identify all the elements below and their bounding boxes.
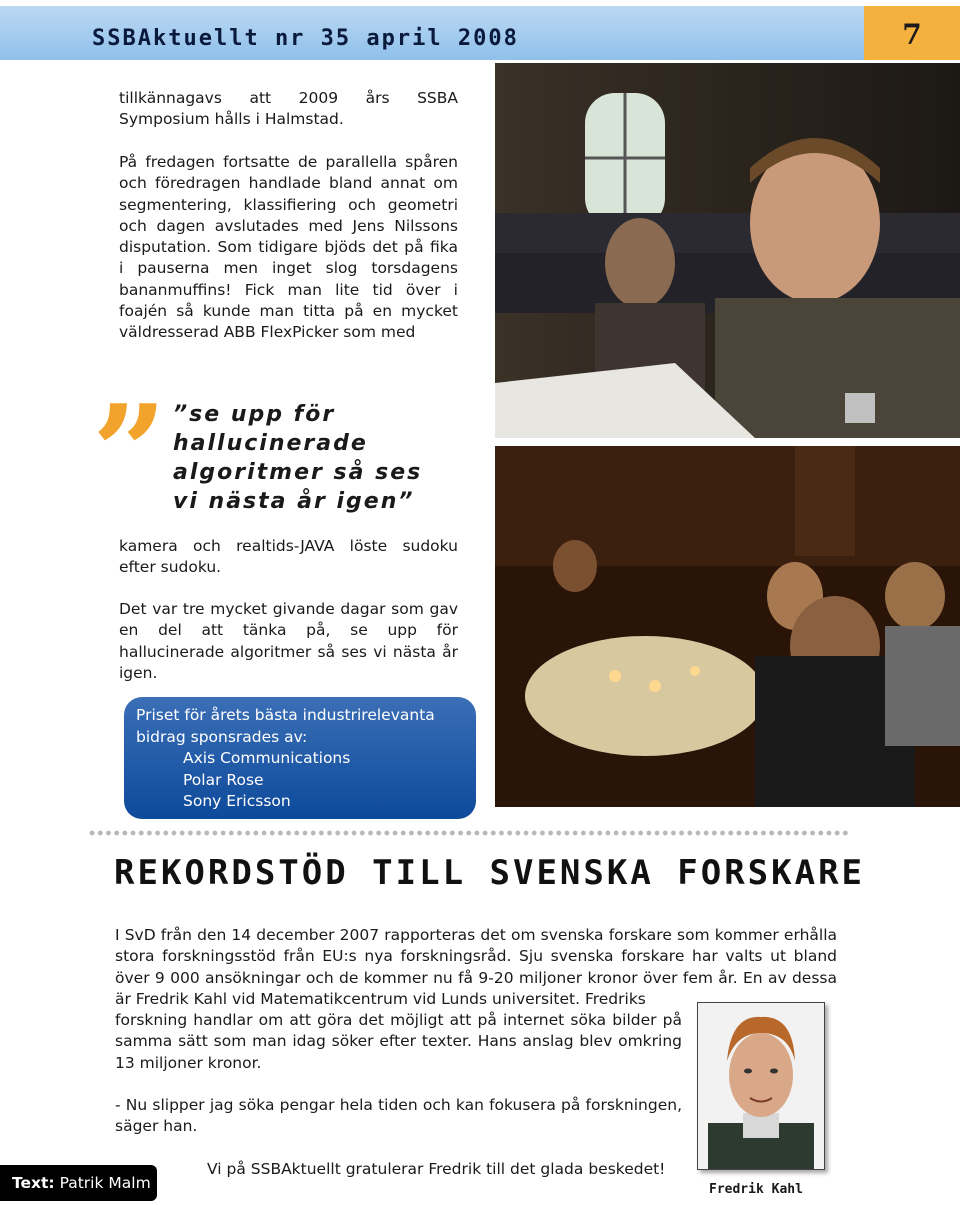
sponsor-item: Sony Ericsson [183, 792, 291, 810]
byline-badge [0, 1165, 157, 1201]
lecture-hall-photo [495, 63, 960, 438]
column-paragraph-2: På fredagen fortsatte de parallella spåren och föredragen handlade bland annat om segmentering, klassifiering och geometri och dagen avslutades med Jens Nilssons disputation. Som tidigare bjöds det på fika i pauserna men inget slog torsdagens bananmuffins! Fick man lite tid över i foajén så kunde man titta på en mycket väldresserad ABB FlexPicker som med [119, 153, 458, 342]
sponsor-intro: Priset för årets bästa industrirelevanta bidrag sponsrades av: [136, 706, 435, 746]
closing-line: Vi på SSBAktuellt gratulerar Fredrik till det glada beskedet! [207, 1160, 666, 1178]
sponsor-box [124, 697, 476, 819]
sponsor-item: Axis Communications [183, 749, 351, 767]
masthead-title: SSBAktuellt nr 35 april 2008 [92, 26, 519, 51]
section-divider [88, 829, 848, 837]
portrait-photo [697, 1002, 825, 1170]
byline-author: Patrik Malm [59, 1174, 151, 1192]
pull-quote: ”se upp för hallucinerade algoritmer så ses vi nästa år igen” [173, 402, 423, 514]
quote-mark-icon: ” [92, 376, 155, 529]
page-number: 7 [864, 6, 960, 60]
dinner-photo [495, 446, 960, 807]
column-paragraph-4: Det var tre mycket givande dagar som gav en del att tänka på, se upp för hallucinerade algoritmer så ses vi nästa år igen. [119, 600, 458, 682]
sponsor-item: Polar Rose [183, 770, 264, 789]
article-paragraph-2: - Nu slipper jag söka pengar hela tiden och kan fokusera på forskningen, säger han. [115, 1096, 682, 1136]
masthead-bar [0, 6, 864, 60]
portrait-caption: Fredrik Kahl [709, 1182, 803, 1197]
byline-label: Text: [12, 1174, 55, 1192]
article-title: REKORDSTÖD TILL SVENSKA FORSKARE [114, 853, 866, 893]
article-paragraph-1b: forskning handlar om att göra det möjligt att på internet söka bilder på samma sätt som man idag söker efter texter. Hans anslag blev omkring 13 miljoner kronor. [115, 1011, 682, 1072]
column-paragraph-3: kamera och realtids-JAVA löste sudoku efter sudoku. [119, 537, 458, 577]
column-paragraph-1: tillkännagavs att 2009 års SSBA Symposium hålls i Halmstad. [119, 89, 458, 129]
article-paragraph-1: I SvD från den 14 december 2007 rapporteras det om svenska forskare som kommer erhålla stora forskningsstöd från EU:s nya forskningsråd. Sju svenska forskare har valts ut bland över 9 000 ansökningar och de kommer nu få 9-20 miljoner kronor över fem år. En av dessa är Fredrik Kahl vid Matematikcentrum vid Lunds universitet. Fredriks [115, 926, 837, 1008]
sponsor-list [136, 748, 464, 813]
